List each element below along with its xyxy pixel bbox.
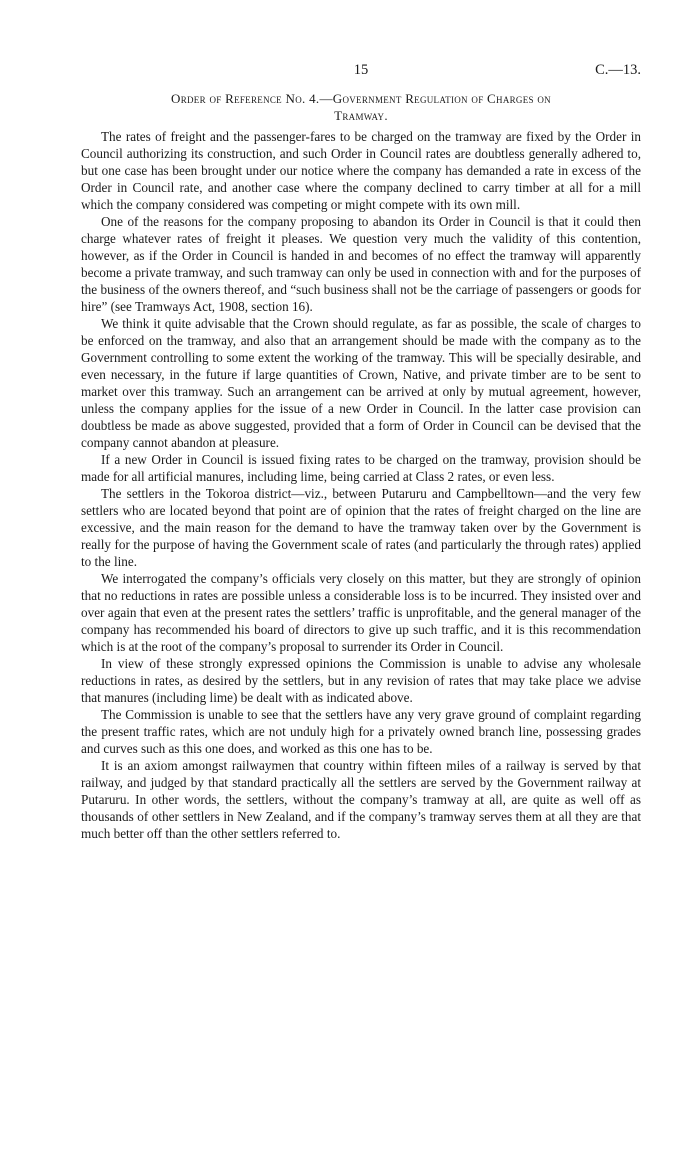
paragraph-7: In view of these strongly expressed opinions the Commission is unable to advise any wholesale reductions in rates, as desired by the settlers, but in any revision of rates that may take place we advise that manures (including lime) be dealt with as indicated above. [81,656,641,705]
page-header [81,62,641,86]
paragraph-8: The Commission is unable to see that the settlers have any very grave ground of complaint regarding the present traffic rates, which are not unduly high for a privately owned branch line, possessing grades and curves such as this one does, and worked as this one has to be. [81,707,641,756]
section-heading [81,90,641,124]
page-number: 15 [353,62,369,78]
section-heading-line-1: Order of Reference No. 4.—Government Regulation of Charges on [171,91,551,106]
paragraph-4: If a new Order in Council is issued fixing rates to be charged on the tramway, provision should be made for all artificial manures, including lime, being carried at Class 2 rates, or even less. [81,452,641,484]
section-heading-line-2: Tramway. [334,108,388,123]
paragraph-6: We interrogated the company’s officials very closely on this matter, but they are strongly of opinion that no reductions in rates are possible unless a considerable loss is to be incurred. They insisted over and over again that even at the present rates the settlers’ traffic is unprofitable, and the general manager of the company has recommended his board of directors to give up such traffic, and it is this recommendation which is at the root of the company’s proposal to surrender its Order in Council. [81,571,641,654]
document-page [81,62,641,842]
body-text [81,128,641,842]
document-reference: C.—13. [595,62,641,78]
paragraph-1: The rates of freight and the passenger-fares to be charged on the tramway are fixed by the Order in Council authorizing its construction, and such Order in Council rates are doubtless generally adhered to, but one case has been brought under our notice where the company has demanded a rate in excess of the Order in Council rate, and another case where the company declined to carry timber at all for a mill which the company considered was competing or might compete with its own mill. [81,129,641,212]
paragraph-2: One of the reasons for the company proposing to abandon its Order in Council is that it could then charge whatever rates of freight it pleases. We question very much the validity of this contention, however, as if the Order in Council is handed in and becomes of no effect the tramway will apparently become a private tramway, and such tramway can only be used in connection with and for the purposes of the business of the owners thereof, and “such business shall not be the carriage of passengers or goods for hire” (see Tramways Act, 1908, section 16). [81,214,641,314]
paragraph-3: We think it quite advisable that the Crown should regulate, as far as possible, the scale of charges to be enforced on the tramway, and also that an arrangement should be made with the company as to the Government controlling to some extent the working of the tramway. This will be specially desirable, and even necessary, in the future if large quantities of Crown, Native, and private timber are to be sent to market over this tramway. Such an arrangement can be arrived at only by mutual agreement, however, unless the company applies for the issue of a new Order in Council. In the latter case provision can doubtless be made as above suggested, provided that a form of Order in Council can be devised that the company cannot abandon at pleasure. [81,316,641,450]
paragraph-5: The settlers in the Tokoroa district—viz., between Putaruru and Campbelltown—and the very few settlers who are located beyond that point are of opinion that the rates of freight charged on the line are excessive, and the main reason for the demand to have the tramway taken over by the Government is really for the purpose of having the Government scale of rates (and particularly the through rates) applied to the line. [81,486,641,569]
paragraph-9: It is an axiom amongst railwaymen that country within fifteen miles of a railway is served by that railway, and judged by that standard practically all the settlers are served by the Government railway at Putaruru. In other words, the settlers, without the company’s tramway at all, are quite as well off as thousands of other settlers in New Zealand, and if the company’s tramway serves them at all they are that much better off than the other settlers referred to. [81,758,641,841]
